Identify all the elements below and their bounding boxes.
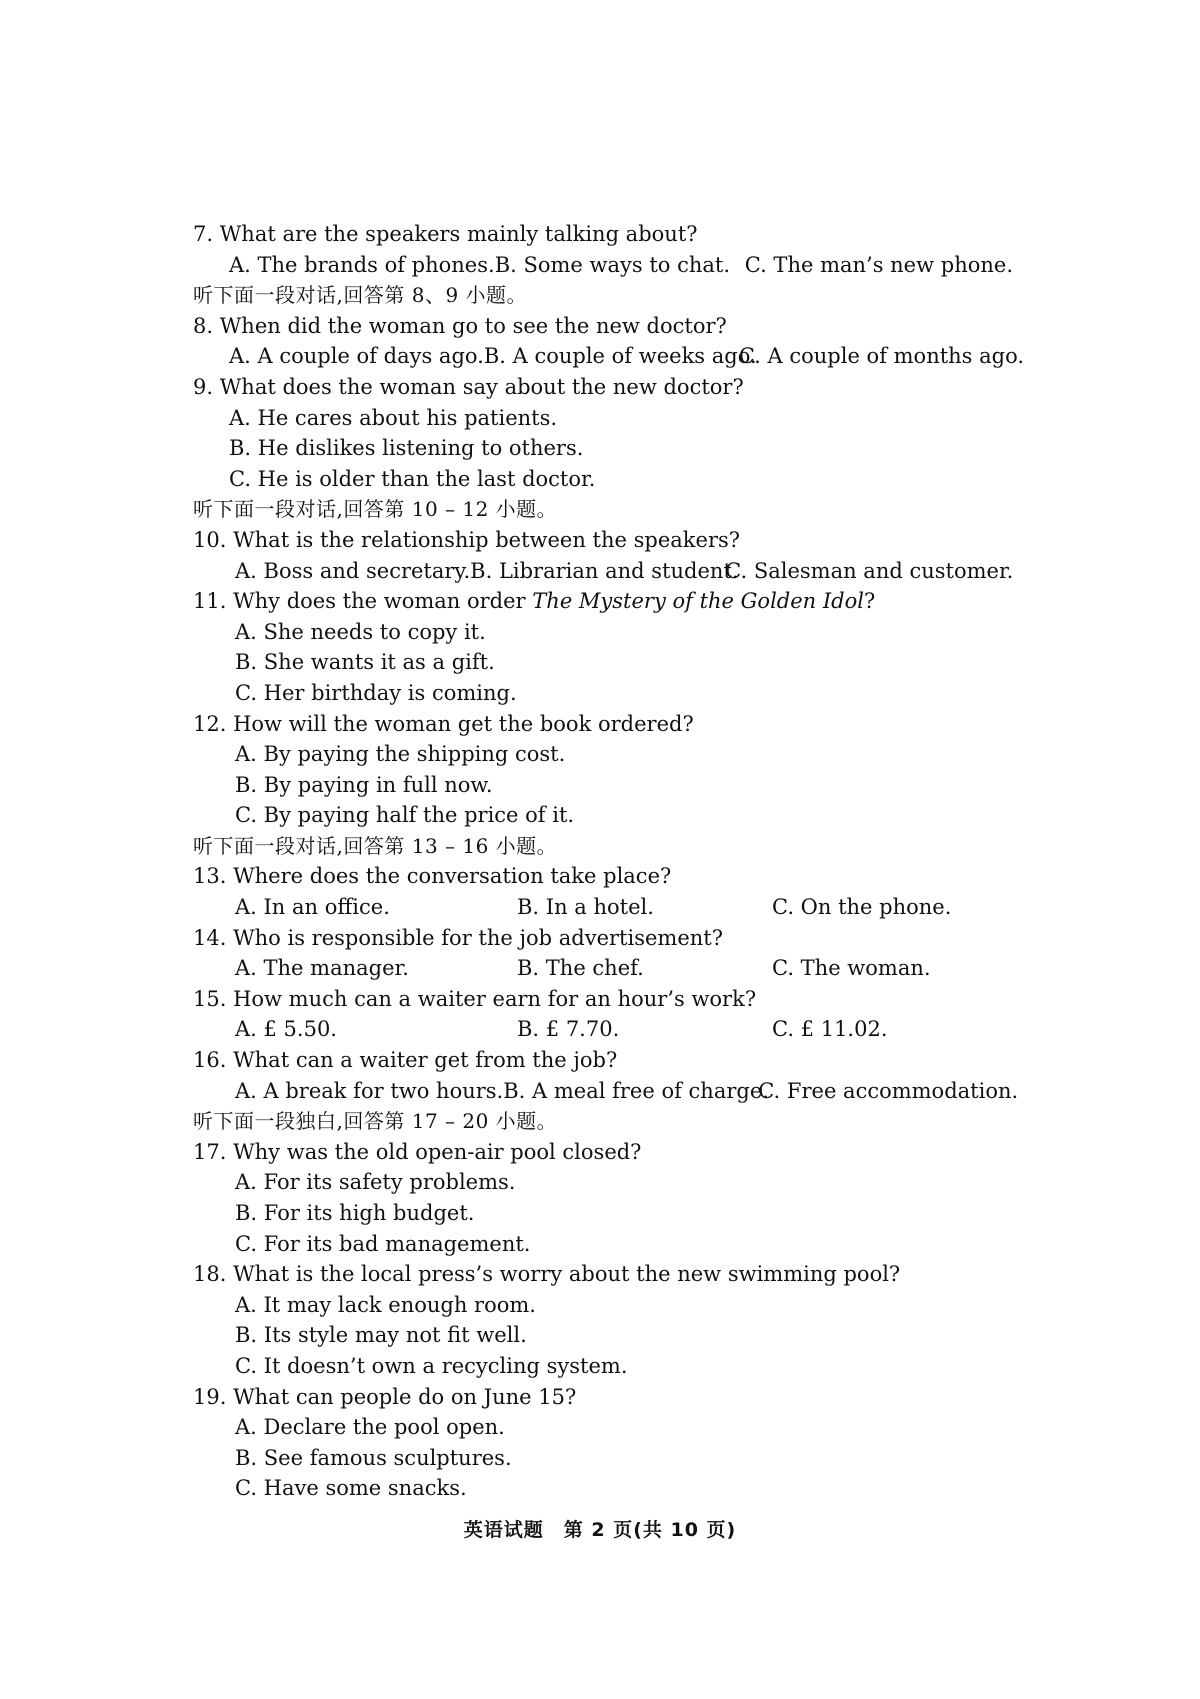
option-b: B. Some ways to chat. (494, 252, 731, 277)
question-16-stem: 16. What can a waiter get from the job? (193, 1048, 618, 1073)
option-b: B. Librarian and student. (470, 558, 739, 583)
question-13-stem: 13. Where does the conversation take place? (193, 864, 672, 889)
question-8-stem: 8. When did the woman go to see the new doctor? (193, 313, 727, 338)
option-c: C. £ 11.02. (772, 1017, 888, 1042)
option-c: C. Free accommodation. (758, 1078, 1019, 1103)
question-15-options (193, 1014, 1013, 1045)
option-c: C. A couple of months ago. (738, 344, 1025, 369)
question-17-stem: 17. Why was the old open-air pool closed? (193, 1139, 642, 1164)
option-a: A. £ 5.50. (235, 1017, 337, 1042)
page-footer: 英语试题 第 2 页(共 10 页) (463, 1519, 737, 1541)
question-11-stem (193, 586, 1013, 617)
section-instruction: 听下面一段对话,回答第 8、9 小题。 (193, 283, 528, 308)
section-instruction: 听下面一段对话,回答第 13 – 16 小题。 (193, 833, 558, 858)
option-c: C. Her birthday is coming. (235, 680, 517, 705)
option-c: C. By paying half the price of it. (235, 803, 575, 828)
question-7-options (193, 250, 1013, 281)
stem-end: ? (863, 589, 876, 614)
option-a: A. A break for two hours. (235, 1078, 504, 1103)
option-a: A. It may lack enough room. (235, 1292, 536, 1317)
question-16-options (193, 1076, 1019, 1107)
option-a: A. The brands of phones. (229, 252, 495, 277)
option-b: B. In a hotel. (517, 895, 654, 920)
option-c: C. For its bad management. (235, 1231, 531, 1256)
question-9-stem: 9. What does the woman say about the new doctor? (193, 374, 744, 399)
option-b: B. The chef. (517, 956, 644, 981)
option-a: A. For its safety problems. (235, 1170, 516, 1195)
question-14-stem: 14. Who is responsible for the job advertisement? (193, 925, 723, 950)
question-10-options (193, 556, 1013, 587)
option-a: A. She needs to copy it. (235, 619, 486, 644)
question-7-stem: 7. What are the speakers mainly talking about? (193, 222, 698, 246)
option-a: A. Boss and secretary. (235, 558, 471, 583)
option-b: B. See famous sculptures. (235, 1445, 512, 1470)
section-instruction: 听下面一段对话,回答第 10 – 12 小题。 (193, 497, 558, 522)
option-c: C. On the phone. (772, 895, 952, 920)
question-13-options (193, 892, 1013, 923)
option-b: B. By paying in full now. (235, 772, 493, 797)
question-14-options (193, 953, 1013, 984)
option-c: C. The woman. (772, 956, 931, 981)
question-10-stem: 10. What is the relationship between the speakers? (193, 527, 741, 552)
stem-text: 11. Why does the woman order (193, 589, 533, 614)
option-a: A. A couple of days ago. (229, 344, 484, 369)
question-18-stem: 18. What is the local press’s worry about the new swimming pool? (193, 1262, 901, 1287)
option-c: C. The man’s new phone. (744, 252, 1013, 277)
question-list (193, 219, 1025, 1504)
question-12-stem: 12. How will the woman get the book ordered? (193, 711, 694, 736)
option-a: A. Declare the pool open. (235, 1415, 505, 1440)
option-b: B. A meal free of charge. (503, 1078, 769, 1103)
option-a: A. By paying the shipping cost. (235, 742, 566, 767)
option-b: B. £ 7.70. (517, 1017, 620, 1042)
option-c: C. It doesn’t own a recycling system. (235, 1353, 628, 1378)
option-c: C. Salesman and customer. (725, 558, 1014, 583)
option-b: B. He dislikes listening to others. (229, 436, 584, 461)
question-19-stem: 19. What can people do on June 15? (193, 1384, 577, 1409)
option-c: C. He is older than the last doctor. (229, 466, 596, 491)
section-instruction: 听下面一段独白,回答第 17 – 20 小题。 (193, 1109, 558, 1134)
option-b: B. She wants it as a gift. (235, 650, 495, 675)
question-8-options (193, 341, 1025, 372)
option-b: B. A couple of weeks ago. (483, 344, 757, 369)
option-a: A. In an office. (235, 895, 390, 920)
book-title: The Mystery of the Golden Idol (532, 589, 864, 614)
option-a: A. The manager. (235, 956, 409, 981)
question-15-stem: 15. How much can a waiter earn for an hour’s work? (193, 986, 757, 1011)
option-b: B. For its high budget. (235, 1201, 475, 1225)
option-b: B. Its style may not fit well. (235, 1323, 527, 1348)
option-a: A. He cares about his patients. (229, 405, 558, 430)
option-c: C. Have some snacks. (235, 1476, 467, 1501)
